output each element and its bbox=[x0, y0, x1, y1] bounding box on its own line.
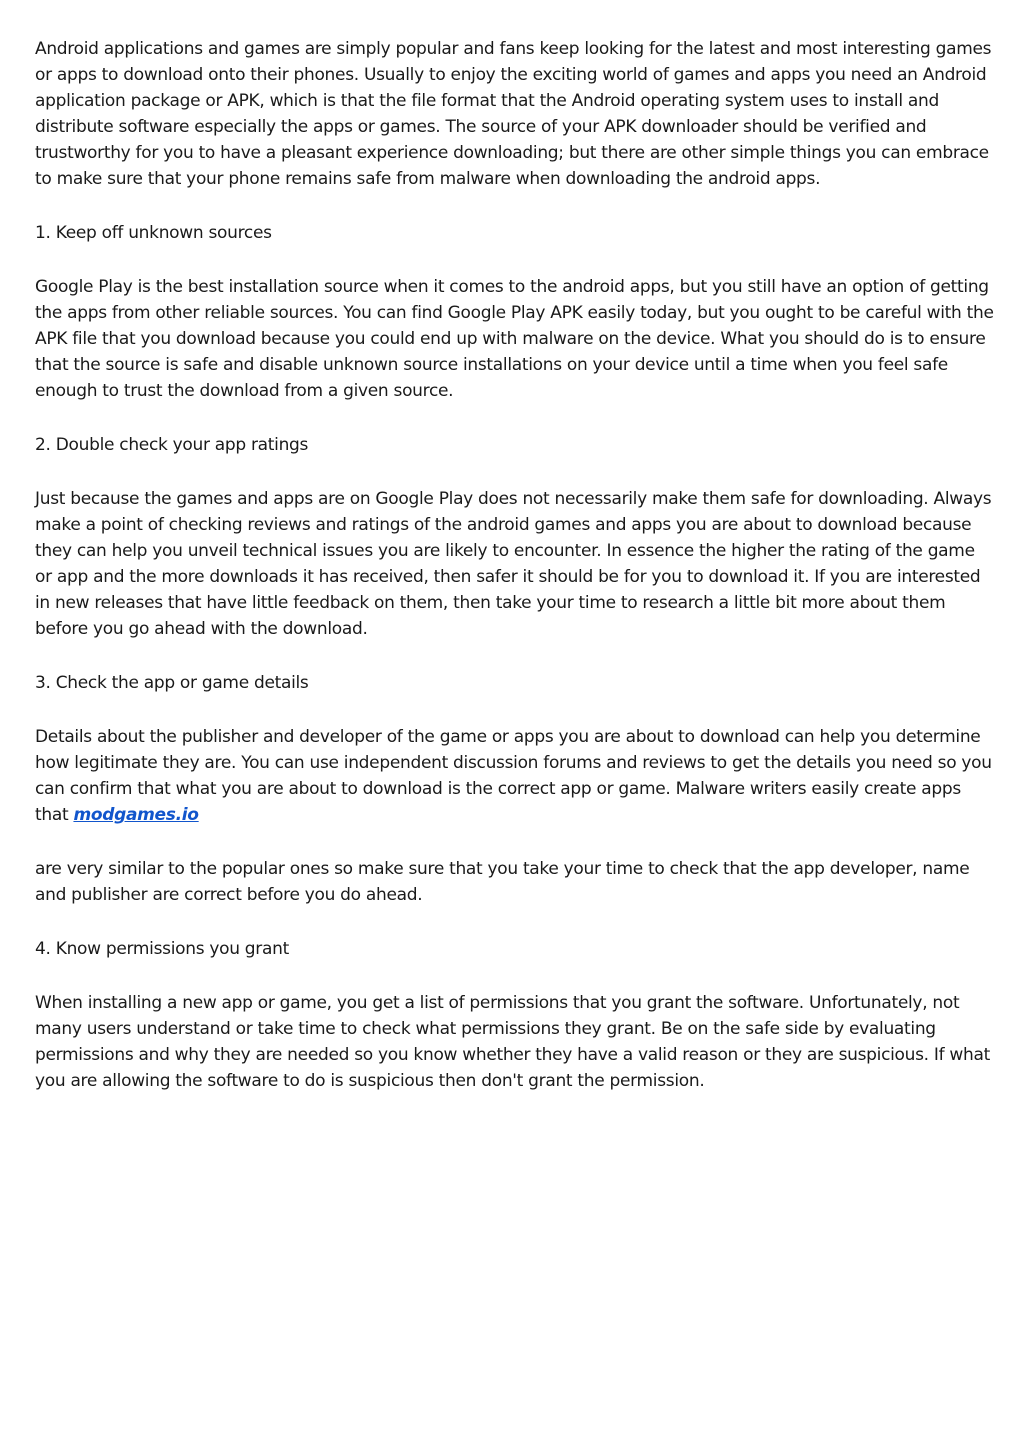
modgames-link[interactable]: modgames.io bbox=[73, 805, 199, 825]
section-paragraph-1: Google Play is the best installation source when it comes to the android apps, but you still have an option of getting the apps from other reliable sources. You can find Google Play APK easily today, but you ought to be careful with the APK file that you download because you could end up with malware on the device. What you should do is to ensure that the source is safe and disable unknown source installations on your device until a time when you feel safe enough to trust the download from a given source. bbox=[35, 277, 994, 401]
section-heading-3: 3. Check the app or game details bbox=[35, 673, 309, 693]
section-heading-4: 4. Know permissions you grant bbox=[35, 939, 289, 959]
paragraph-text: Details about the publisher and developer of the game or apps you are about to download can help you determine how legitimate they are. You can use independent discussion forums and reviews to get the details you need so you can confirm that what you are about to download is the correct app or game. Malware writers easily create apps that bbox=[35, 727, 992, 825]
section-paragraph-3 bbox=[35, 724, 995, 828]
section-paragraph-2: Just because the games and apps are on Google Play does not necessarily make them safe for downloading. Always make a point of checking reviews and ratings of the android games and apps you are about to download because they can help you unveil technical issues you are likely to encounter. In essence the higher the rating of the game or app and the more downloads it has received, then safer it should be for you to download it. If you are interested in new releases that have little feedback on them, then take your time to research a little bit more about them before you go ahead with the download. bbox=[35, 489, 992, 639]
section-paragraph-3-continued: are very similar to the popular ones so make sure that you take your time to check that the app developer, name and publisher are correct before you do ahead. bbox=[35, 859, 970, 905]
document-body bbox=[35, 36, 995, 1122]
section-heading-2: 2. Double check your app ratings bbox=[35, 435, 309, 455]
section-heading-1: 1. Keep off unknown sources bbox=[35, 223, 272, 243]
intro-paragraph: Android applications and games are simply popular and fans keep looking for the latest and most interesting games or apps to download onto their phones. Usually to enjoy the exciting world of games and apps you need an Android application package or APK, which is that the file format that the Android operating system uses to install and distribute software especially the apps or games. The source of your APK downloader should be verified and trustworthy for you to have a pleasant experience downloading; but there are other simple things you can embrace to make sure that your phone remains safe from malware when downloading the android apps. bbox=[35, 39, 992, 189]
section-paragraph-4: When installing a new app or game, you get a list of permissions that you grant the software. Unfortunately, not many users understand or take time to check what permissions they grant. Be on the safe side by evaluating permissions and why they are needed so you know whether they have a valid reason or they are suspicious. If what you are allowing the software to do is suspicious then don't grant the permission. bbox=[35, 993, 990, 1091]
